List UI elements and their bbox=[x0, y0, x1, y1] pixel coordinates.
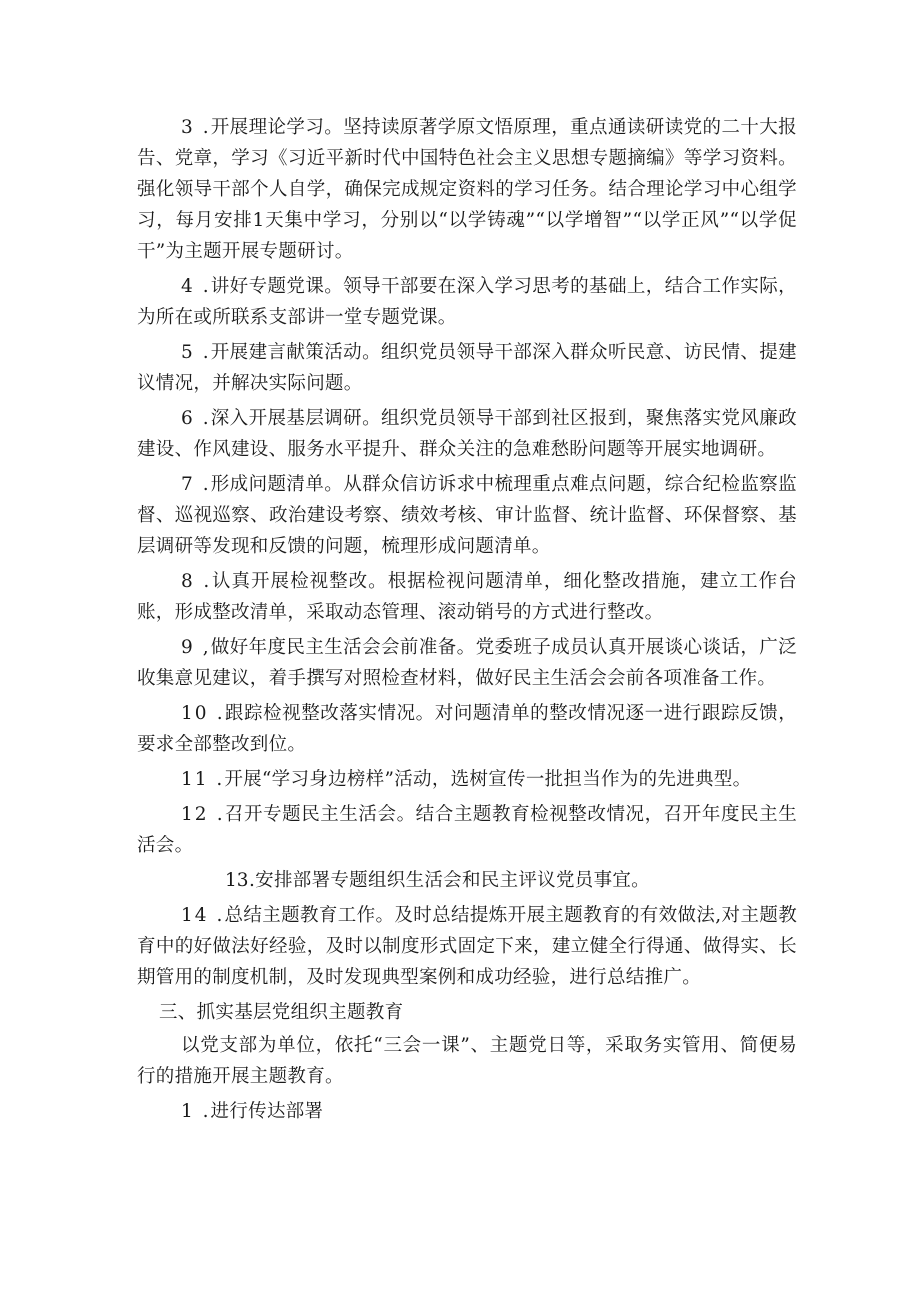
item-number: 7 . bbox=[181, 474, 211, 495]
list-item-12 bbox=[137, 799, 797, 861]
section-intro: 以党支部为单位，依托“三会一课”、主题党日等，采取务实管用、简便易行的措施开展主题教育。 bbox=[137, 1035, 797, 1087]
item-number: 3 . bbox=[181, 117, 211, 138]
list-item-8 bbox=[137, 566, 797, 628]
list-item-6 bbox=[137, 403, 797, 465]
item-text: 讲好专题党课。领导干部要在深入学习思考的基础上，结合工作实际，为所在或所联系支部讲一堂专题党课。 bbox=[137, 276, 797, 328]
item-text: 总结主题教育工作。及时总结提炼开展主题教育的有效做法,对主题教育中的好做法好经验，及时以制度形式固定下来，建立健全行得通、做得实、长期管用的制度机制，及时发现典型案例和成功经验，进行总结推广。 bbox=[137, 905, 797, 988]
item-number: 12 . bbox=[181, 804, 225, 825]
list-item-11 bbox=[137, 764, 797, 795]
item-number: 6 . bbox=[181, 408, 211, 429]
list-item-7 bbox=[137, 469, 797, 562]
item-text: 开展建言献策活动。组织党员领导干部深入群众听民意、访民情、提建议情况，并解决实际问题。 bbox=[137, 342, 797, 394]
list-item-13 bbox=[137, 865, 797, 896]
item-text: 跟踪检视整改落实情况。对问题清单的整改情况逐一进行跟踪反馈，要求全部整改到位。 bbox=[137, 703, 797, 755]
item-number: 4 . bbox=[181, 276, 211, 297]
item-text: 开展“学习身边榜样”活动，选树宣传一批担当作为的先进典型。 bbox=[224, 769, 752, 790]
item-text: 开展理论学习。坚持读原著学原文悟原理，重点通读研读党的二十大报告、党章，学习《习近平新时代中国特色社会主义思想专题摘编》等学习资料。强化领导干部个人自学，确保完成规定资料的学习任务。结合理论学习中心组学习，每月安排1天集中学习，分别以“以学铸魂”“以学增智”“以学正风”“以学促干”为主题开展专题研讨。 bbox=[137, 117, 797, 262]
item-text: 做好年度民主生活会会前准备。党委班子成员认真开展谈心谈话，广泛收集意见建议，着手撰写对照检查材料，做好民主生活会会前各项准备工作。 bbox=[137, 637, 797, 689]
item-number: 11 . bbox=[181, 769, 225, 790]
document-body bbox=[137, 112, 797, 1131]
section-heading: 三、抓实基层党组织主题教育 bbox=[159, 1002, 404, 1023]
list-item-4 bbox=[137, 271, 797, 333]
item-text: 进行传达部署 bbox=[210, 1101, 324, 1122]
item-number: 8 . bbox=[181, 571, 212, 592]
item-text: 形成问题清单。从群众信访诉求中梳理重点难点问题，综合纪检监察监督、巡视巡察、政治建设考察、绩效考核、审计监督、统计监督、环保督察、基层调研等发现和反馈的问题，梳理形成问题清单。 bbox=[137, 474, 797, 557]
item-number: 10 . bbox=[181, 703, 225, 724]
list-item-14 bbox=[137, 900, 797, 993]
sub-list-item-1 bbox=[137, 1096, 797, 1127]
list-item-10 bbox=[137, 698, 797, 760]
list-item-5 bbox=[137, 337, 797, 399]
item-number: 9 , bbox=[181, 637, 211, 658]
item-text: 深入开展基层调研。组织党员领导干部到社区报到，聚焦落实党风廉政建设、作风建设、服务水平提升、群众关注的急难愁盼问题等开展实地调研。 bbox=[137, 408, 797, 460]
item-number: 14 . bbox=[181, 905, 225, 926]
item-number: 1 . bbox=[181, 1101, 211, 1122]
item-text: .安排部署专题组织生活会和民主评议党员事宜。 bbox=[249, 870, 650, 891]
item-text: 召开专题民主生活会。结合主题教育检视整改情况，召开年度民主生活会。 bbox=[137, 804, 797, 856]
item-number: 13 bbox=[225, 870, 249, 891]
item-number: 5 . bbox=[181, 342, 211, 363]
list-item-3 bbox=[137, 112, 797, 267]
list-item-9 bbox=[137, 632, 797, 694]
item-text: 认真开展检视整改。根据检视问题清单，细化整改措施，建立工作台账，形成整改清单，采取动态管理、滚动销号的方式进行整改。 bbox=[137, 571, 797, 623]
